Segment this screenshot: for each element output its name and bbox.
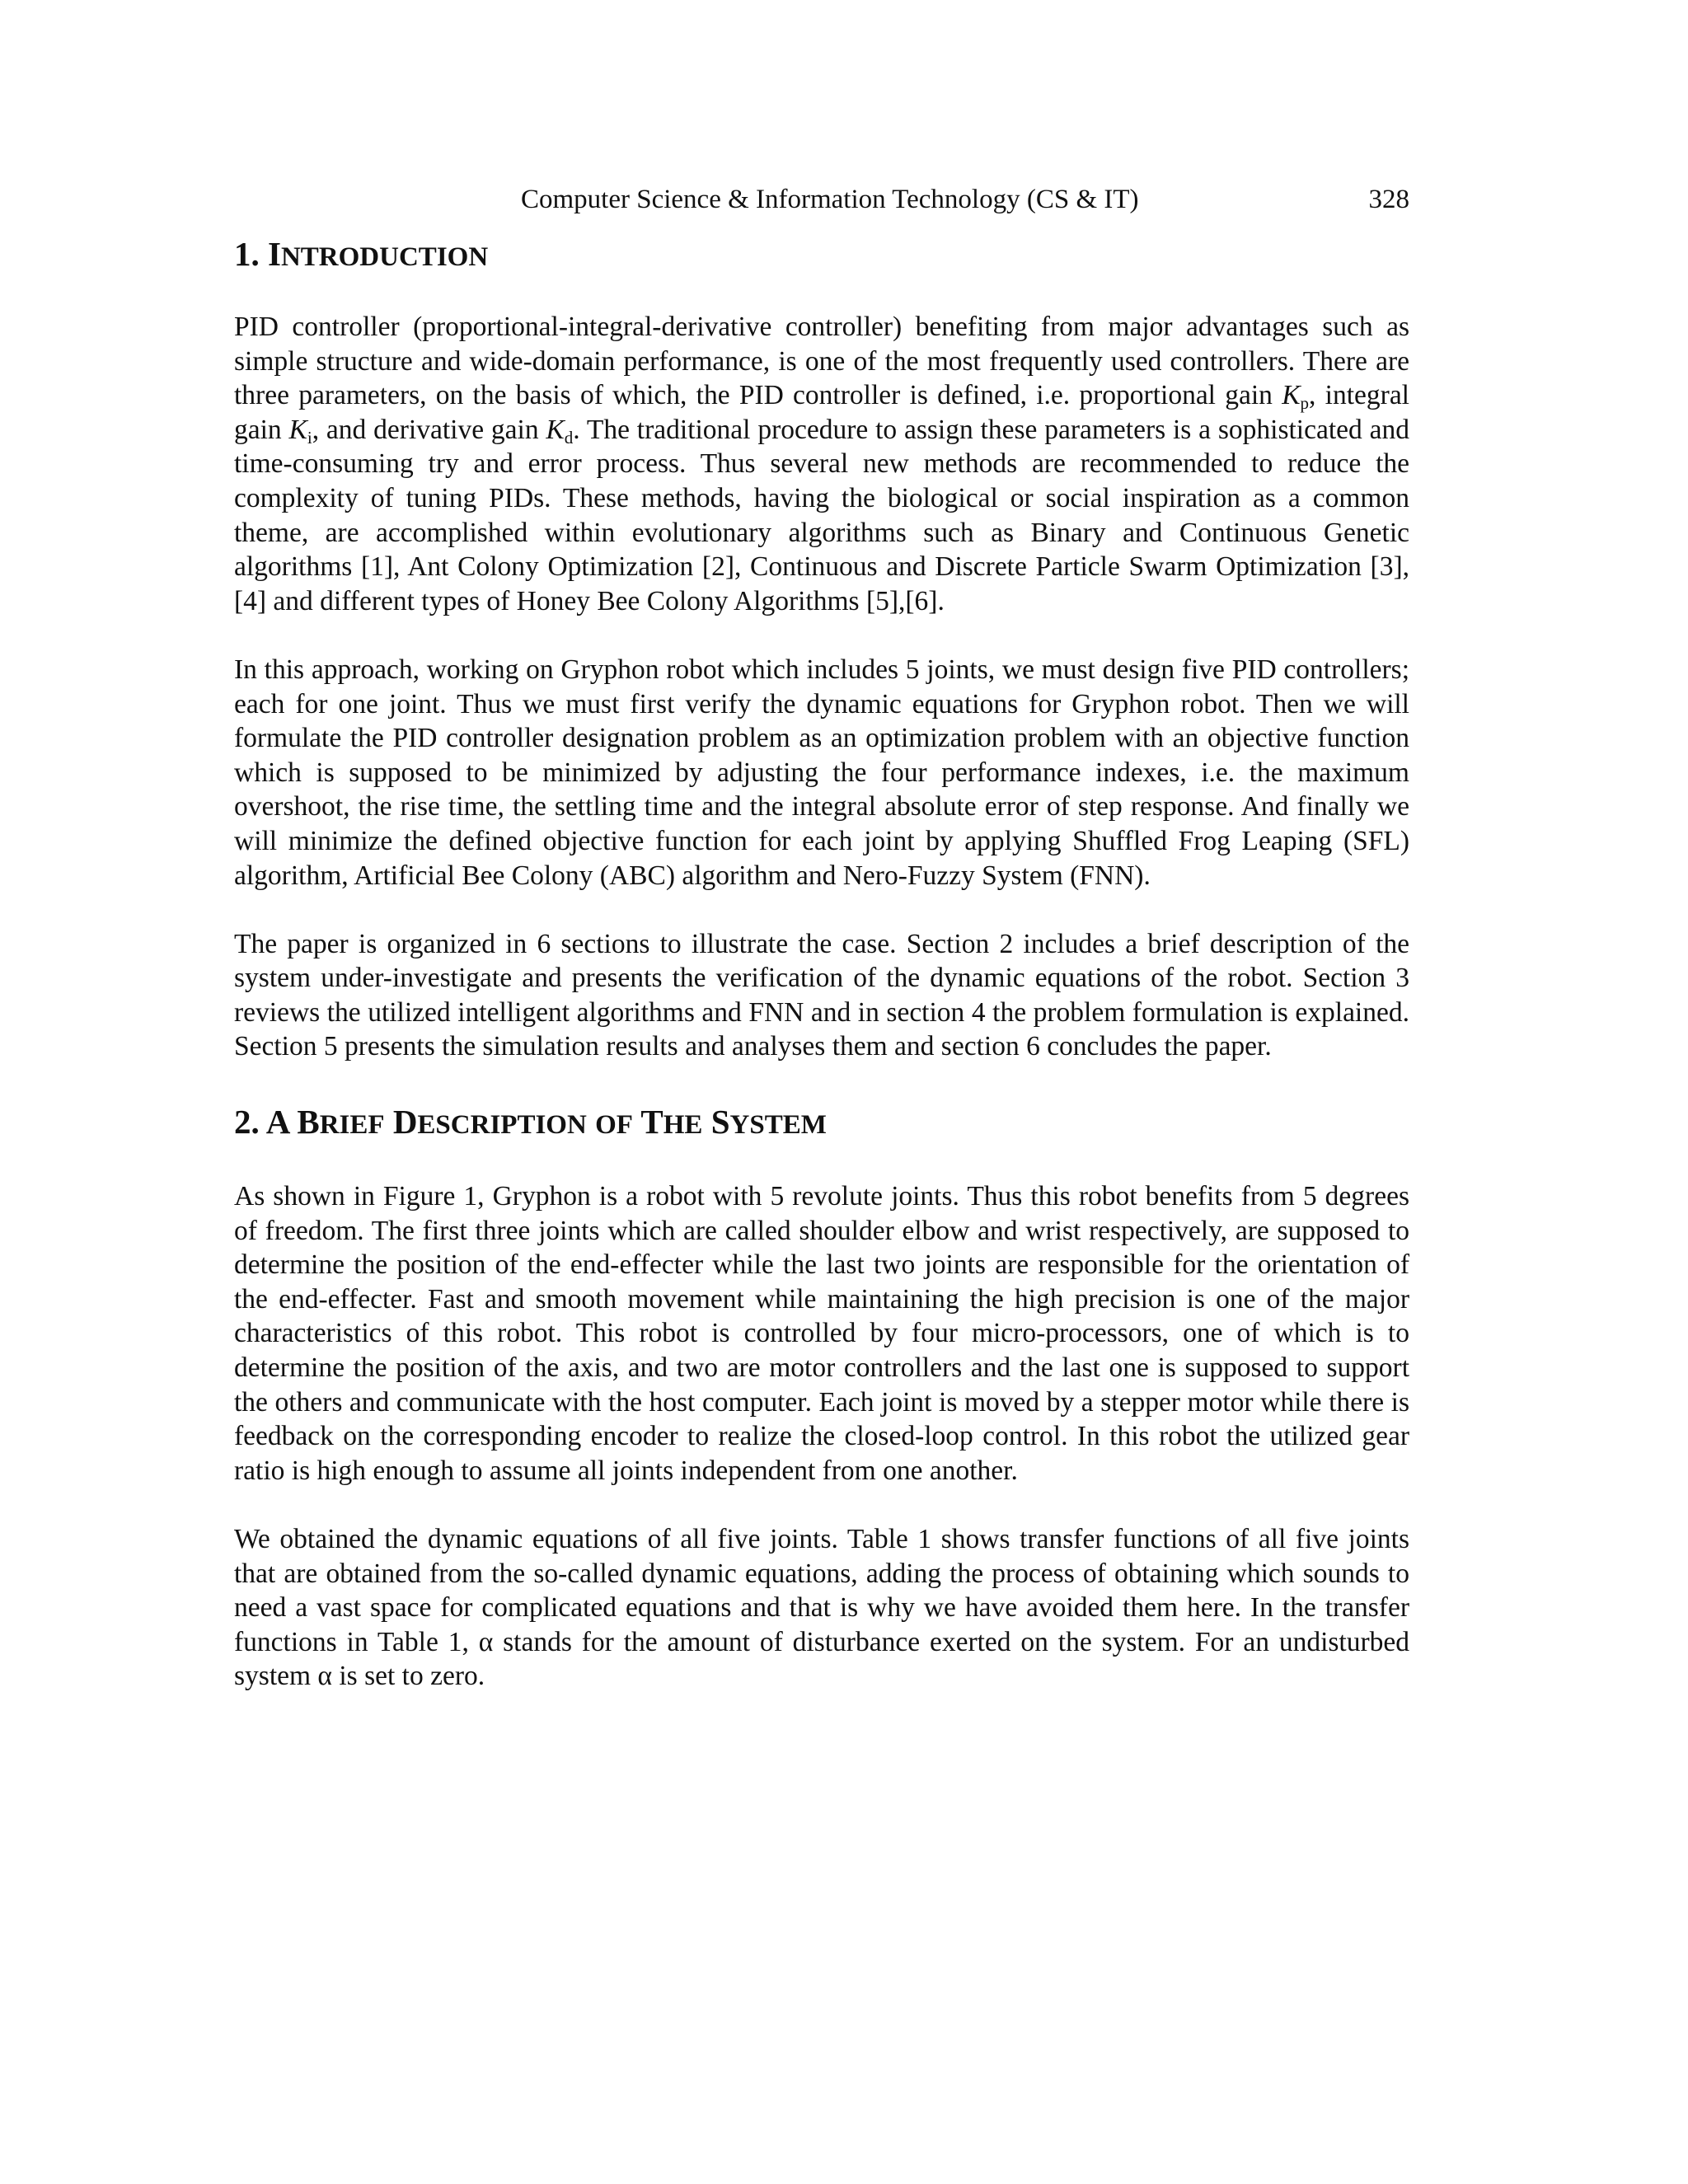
section-2-heading (234, 1100, 1409, 1146)
journal-title: Computer Science & Information Technology (CS & IT) (521, 185, 1139, 214)
section-2-word-3-initial: D (392, 1103, 418, 1141)
kp-subscript: p (1300, 393, 1310, 414)
section-2-word-6-rest: YSTEM (729, 1110, 827, 1141)
kd-symbol: K (546, 414, 565, 445)
system-paragraph-2: We obtained the dynamic equations of all five joints. Table 1 shows transfer functions of all five joints that are obtained from the so-called dynamic equations, adding the process of obtaining which sounds to need a vast space for complicated equations and that is why we have avoided them here. In the transfer functions in Table 1, α stands for the amount of disturbance exerted on the system. For an undisturbed system α is set to zero. (234, 1524, 1409, 1692)
section-2-word-6-initial: S (710, 1103, 730, 1141)
intro-paragraph-1 (234, 310, 1409, 618)
section-2-word-5-initial: T (640, 1103, 663, 1141)
intro-paragraph-2: In this approach, working on Gryphon robot which includes 5 joints, we must design five PID controllers; each for one joint. Thus we must first verify the dynamic equations for Gryphon robot. Then we will formulate the PID controller designation problem as an optimization problem with an objective function which is supposed to be minimized by adjusting the four performance indexes, i.e. the maximum overshoot, the rise time, the settling time and the integral absolute error of step response. And finally we will minimize the defined objective function for each joint by applying Shuffled Frog Leaping (SFL) algorithm, Artificial Bee Colony (ABC) algorithm and Nero-Fuzzy System (FNN). (234, 654, 1409, 891)
intro-paragraph-3: The paper is organized in 6 sections to illustrate the case. Section 2 includes a brief description of the system under-investigate and presents the verification of the dynamic equations of the robot. Section 3 reviews the utilized intelligent algorithms and FNN and in section 4 the problem formulation is explained. Section 5 presents the simulation results and analyses them and section 6 concludes the paper. (234, 928, 1409, 1062)
section-2-word-2-initial: B (297, 1103, 320, 1141)
section-2-number: 2. (234, 1103, 260, 1141)
system-paragraph-1: As shown in Figure 1, Gryphon is a robot with 5 revolute joints. Thus this robot benefits from 5 degrees of freedom. The first three joints which are called shoulder elbow and wrist respectively, are supposed to determine the position of the end-effecter while the last two joints are responsible for the orientation of the end-effecter. Fast and smooth movement while maintaining the high precision is one of the major characteristics of this robot. This robot is controlled by four micro-processors, one of which is to determine the position of the axis, and two are motor controllers and the last one is supposed to support the others and communicate with the host computer. Each joint is moved by a stepper motor while there is feedback on the corresponding encoder to realize the closed-loop control. In this robot the utilized gear ratio is high enough to assume all joints independent from one another. (234, 1181, 1409, 1486)
section-2-word-5-rest: HE (663, 1110, 703, 1141)
section-1-number: 1. (234, 235, 260, 273)
section-2-word-1: A (265, 1103, 289, 1141)
intro-p1-part-b: , integral gain (234, 380, 1409, 445)
ki-symbol: K (288, 414, 307, 445)
section-1-heading-initial: I (268, 235, 281, 273)
section-2-word-3-rest: ESCRIPTION (417, 1110, 587, 1141)
ki-subscript: i (307, 427, 312, 448)
intro-p1-part-c: , and derivative gain (312, 414, 546, 445)
intro-p1-part-d: . The traditional procedure to assign these parameters is a sophisticated and time-consuming try and error process. Thus several new methods are recommended to reduce the complexity of tuning PIDs. These methods, having the biological or social inspiration as a common theme, are accomplished within evolutionary algorithms such as Binary and Continuous Genetic algorithms [1], Ant Colony Optimization [2], Continuous and Discrete Particle Swarm Optimization [3],[4] and different types of Honey Bee Colony Algorithms [5],[6]. (234, 414, 1409, 616)
section-1-heading-rest: NTRODUCTION (280, 242, 489, 272)
section-2-word-4: OF (595, 1110, 633, 1141)
kd-subscript: d (564, 427, 574, 448)
section-1-heading (234, 232, 1409, 279)
page-number: 328 (1368, 185, 1409, 214)
section-2-word-2-rest: RIEF (319, 1110, 385, 1141)
intro-p1-part-a: PID controller (proportional-integral-derivative controller) benefiting from major advantages such as simple structure and wide-domain performance, is one of the most frequently used controllers. There are three parameters, on the basis of which, the PID controller is defined, i.e. proportional gain (234, 312, 1409, 411)
kp-symbol: K (1282, 380, 1301, 411)
page-body (234, 232, 1409, 1694)
